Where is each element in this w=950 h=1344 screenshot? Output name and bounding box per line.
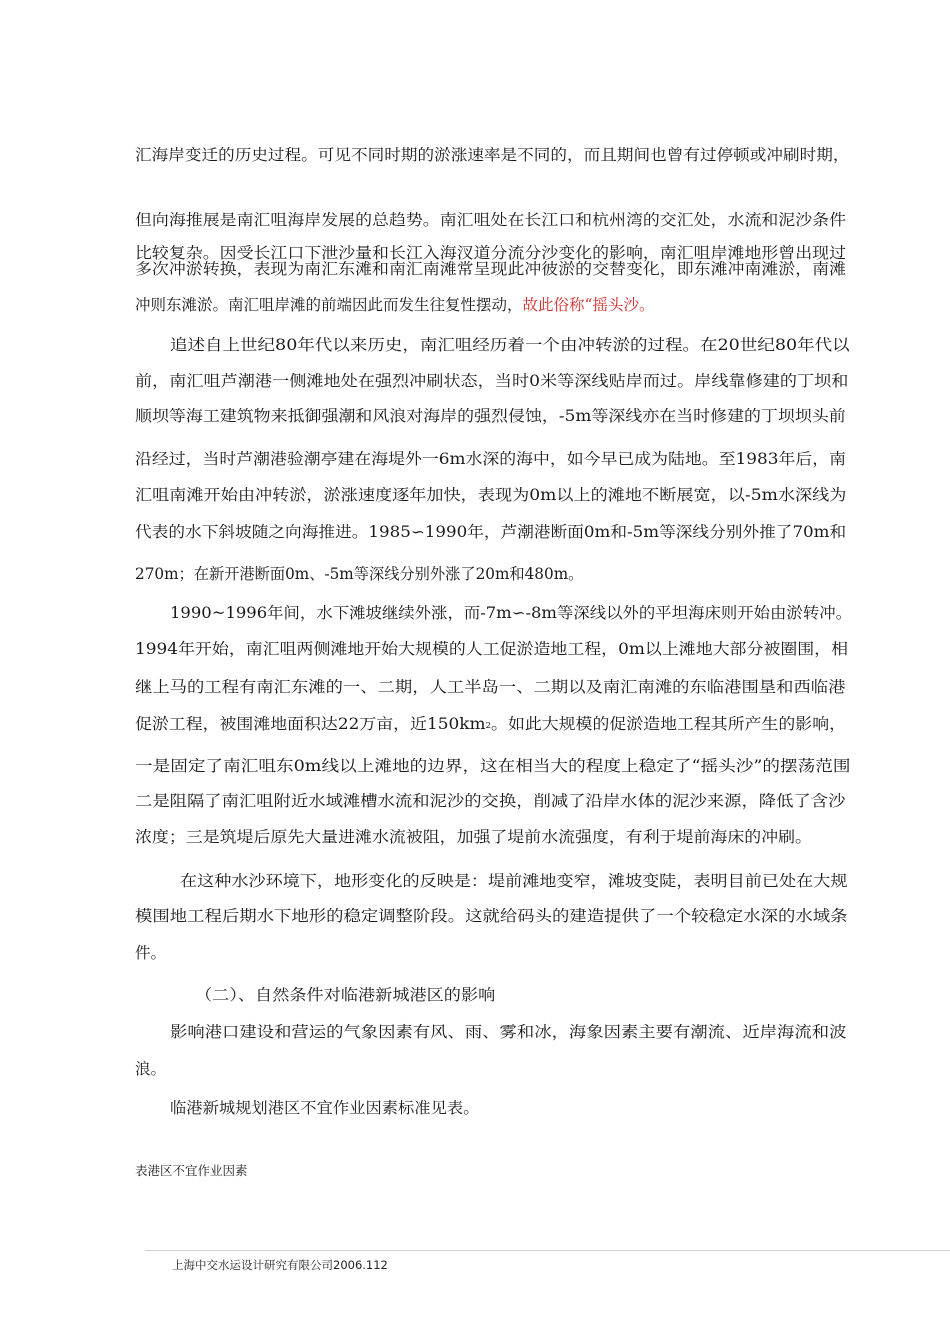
paragraph-4-line-1: 在这种水沙环境下，地形变化的反映是：堤前滩地变窄，滩坡变陡，表明目前已处在大规	[180, 872, 848, 890]
paragraph-1-line-3: 比较复杂。因受长江口下泄沙量和长江入海汊道分流分沙变化的影响，南汇咀岸滩地形曾出现过	[135, 244, 847, 262]
paragraph-2-line-2: 前，南汇咀芦潮港一侧滩地处在强烈冲刷状态，当时0米等深线贴岸而过。岸线靠修建的丁坝和	[135, 372, 849, 390]
paragraph-2-line-5: 汇咀南滩开始由冲转淤，淤涨速度逐年加快，表现为0m以上的滩地不断展宽，以-5m水深线为	[135, 486, 847, 504]
superscript-2: 2	[485, 721, 492, 730]
paragraph-1-line-5-text: 冲则东滩淤。南汇咀岸滩的前端因此而发生往复性摆动，	[135, 296, 523, 314]
red-highlight-text: 故此俗称“摇头沙。	[522, 296, 655, 314]
paragraph-6: 临港新城规划港区不宜作业因素标准见表。	[170, 1099, 480, 1117]
paragraph-3-line-1: 1990~1996年间，水下滩坡继续外涨，而-7m∽-8m等深线以外的平坦海床则开始由淤转冲。	[170, 604, 852, 622]
paragraph-3-line-4-text-b: 。如此大规模的促淤造地工程其所产生的影响，	[491, 715, 847, 733]
paragraph-3-line-4-text-a: 促淤工程，被围滩地面积达22万亩，近150km	[135, 715, 486, 733]
paragraph-3-line-2: 1994年开始，南汇咀两侧滩地开始大规模的人工促淤造地工程，0m以上滩地大部分被圈围，相	[135, 640, 849, 658]
section-heading: （二）、自然条件对临港新城港区的影响	[195, 986, 496, 1004]
paragraph-3-line-5: 一是固定了南汇咀东0m线以上滩地的边界，这在相当大的程度上稳定了“摇头沙”的摆荡范围	[135, 757, 851, 775]
paragraph-1-line-1: 汇海岸变迁的历史过程。可见不同时期的淤涨速率是不同的，而且期间也曾有过停顿或冲刷时期，	[135, 146, 850, 164]
footer-company: 上海中交水运设计研究有限公司2006.112	[172, 1258, 388, 1272]
paragraph-3-line-7: 浓度；三是筑堤后原先大量进滩水流被阻，加强了堤前水流强度，有利于堤前海床的冲刷。	[135, 828, 812, 846]
table-caption: 表港区不宜作业因素	[135, 1163, 248, 1178]
paragraph-1-line-4: 多次冲淤转换，表现为南汇东滩和南汇南滩常呈现此冲彼淤的交替变化，即东滩冲南滩淤，南滩	[135, 260, 847, 278]
paragraph-3-line-3: 继上马的工程有南汇东滩的一、二期，人工半岛一、二期以及南汇南滩的东临港围垦和西临港	[135, 678, 846, 696]
paragraph-3-line-4	[135, 713, 846, 737]
paragraph-2-line-3: 顺坝等海工建筑物来抵御强潮和风浪对海岸的强烈侵蚀，-5m等深线亦在当时修建的丁坝坝头前	[135, 407, 846, 425]
paragraph-4-line-3: 件。	[135, 944, 167, 962]
paragraph-2-line-7: 270m；在新开港断面0m、-5m等深线分别外涨了20m和480m。	[135, 565, 584, 583]
footer-divider	[145, 1250, 950, 1251]
paragraph-5-line-1: 影响港口建设和营运的气象因素有风、雨、雾和冰，海象因素主要有潮流、近岸海流和波	[170, 1023, 847, 1041]
paragraph-2-line-1: 追述自上世纪80年代以来历史，南汇咀经历着一个由冲转淤的过程。在20世纪80年代以	[170, 336, 850, 354]
paragraph-3-line-6: 二是阻隔了南汇咀附近水域滩槽水流和泥沙的交换，削减了沿岸水体的泥沙来源，降低了含沙	[135, 792, 846, 810]
paragraph-5-line-2: 浪。	[135, 1060, 167, 1078]
paragraph-1-line-5	[135, 294, 654, 316]
paragraph-2-line-4: 沿经过，当时芦潮港验潮亭建在海堤外一6m水深的海中，如今早已成为陆地。至1983年后，南	[135, 450, 847, 468]
paragraph-1-line-2: 但向海推展是南汇咀海岸发展的总趋势。南汇咀处在长江口和杭州湾的交汇处，水流和泥沙条件	[135, 211, 847, 229]
paragraph-4-line-2: 模围地工程后期水下地形的稳定调整阶段。这就给码头的建造提供了一个较稳定水深的水域条	[135, 907, 848, 925]
paragraph-2-line-6: 代表的水下斜坡随之向海推进。1985∽1990年，芦潮港断面0m和-5m等深线分别外推了70m和	[135, 523, 847, 541]
